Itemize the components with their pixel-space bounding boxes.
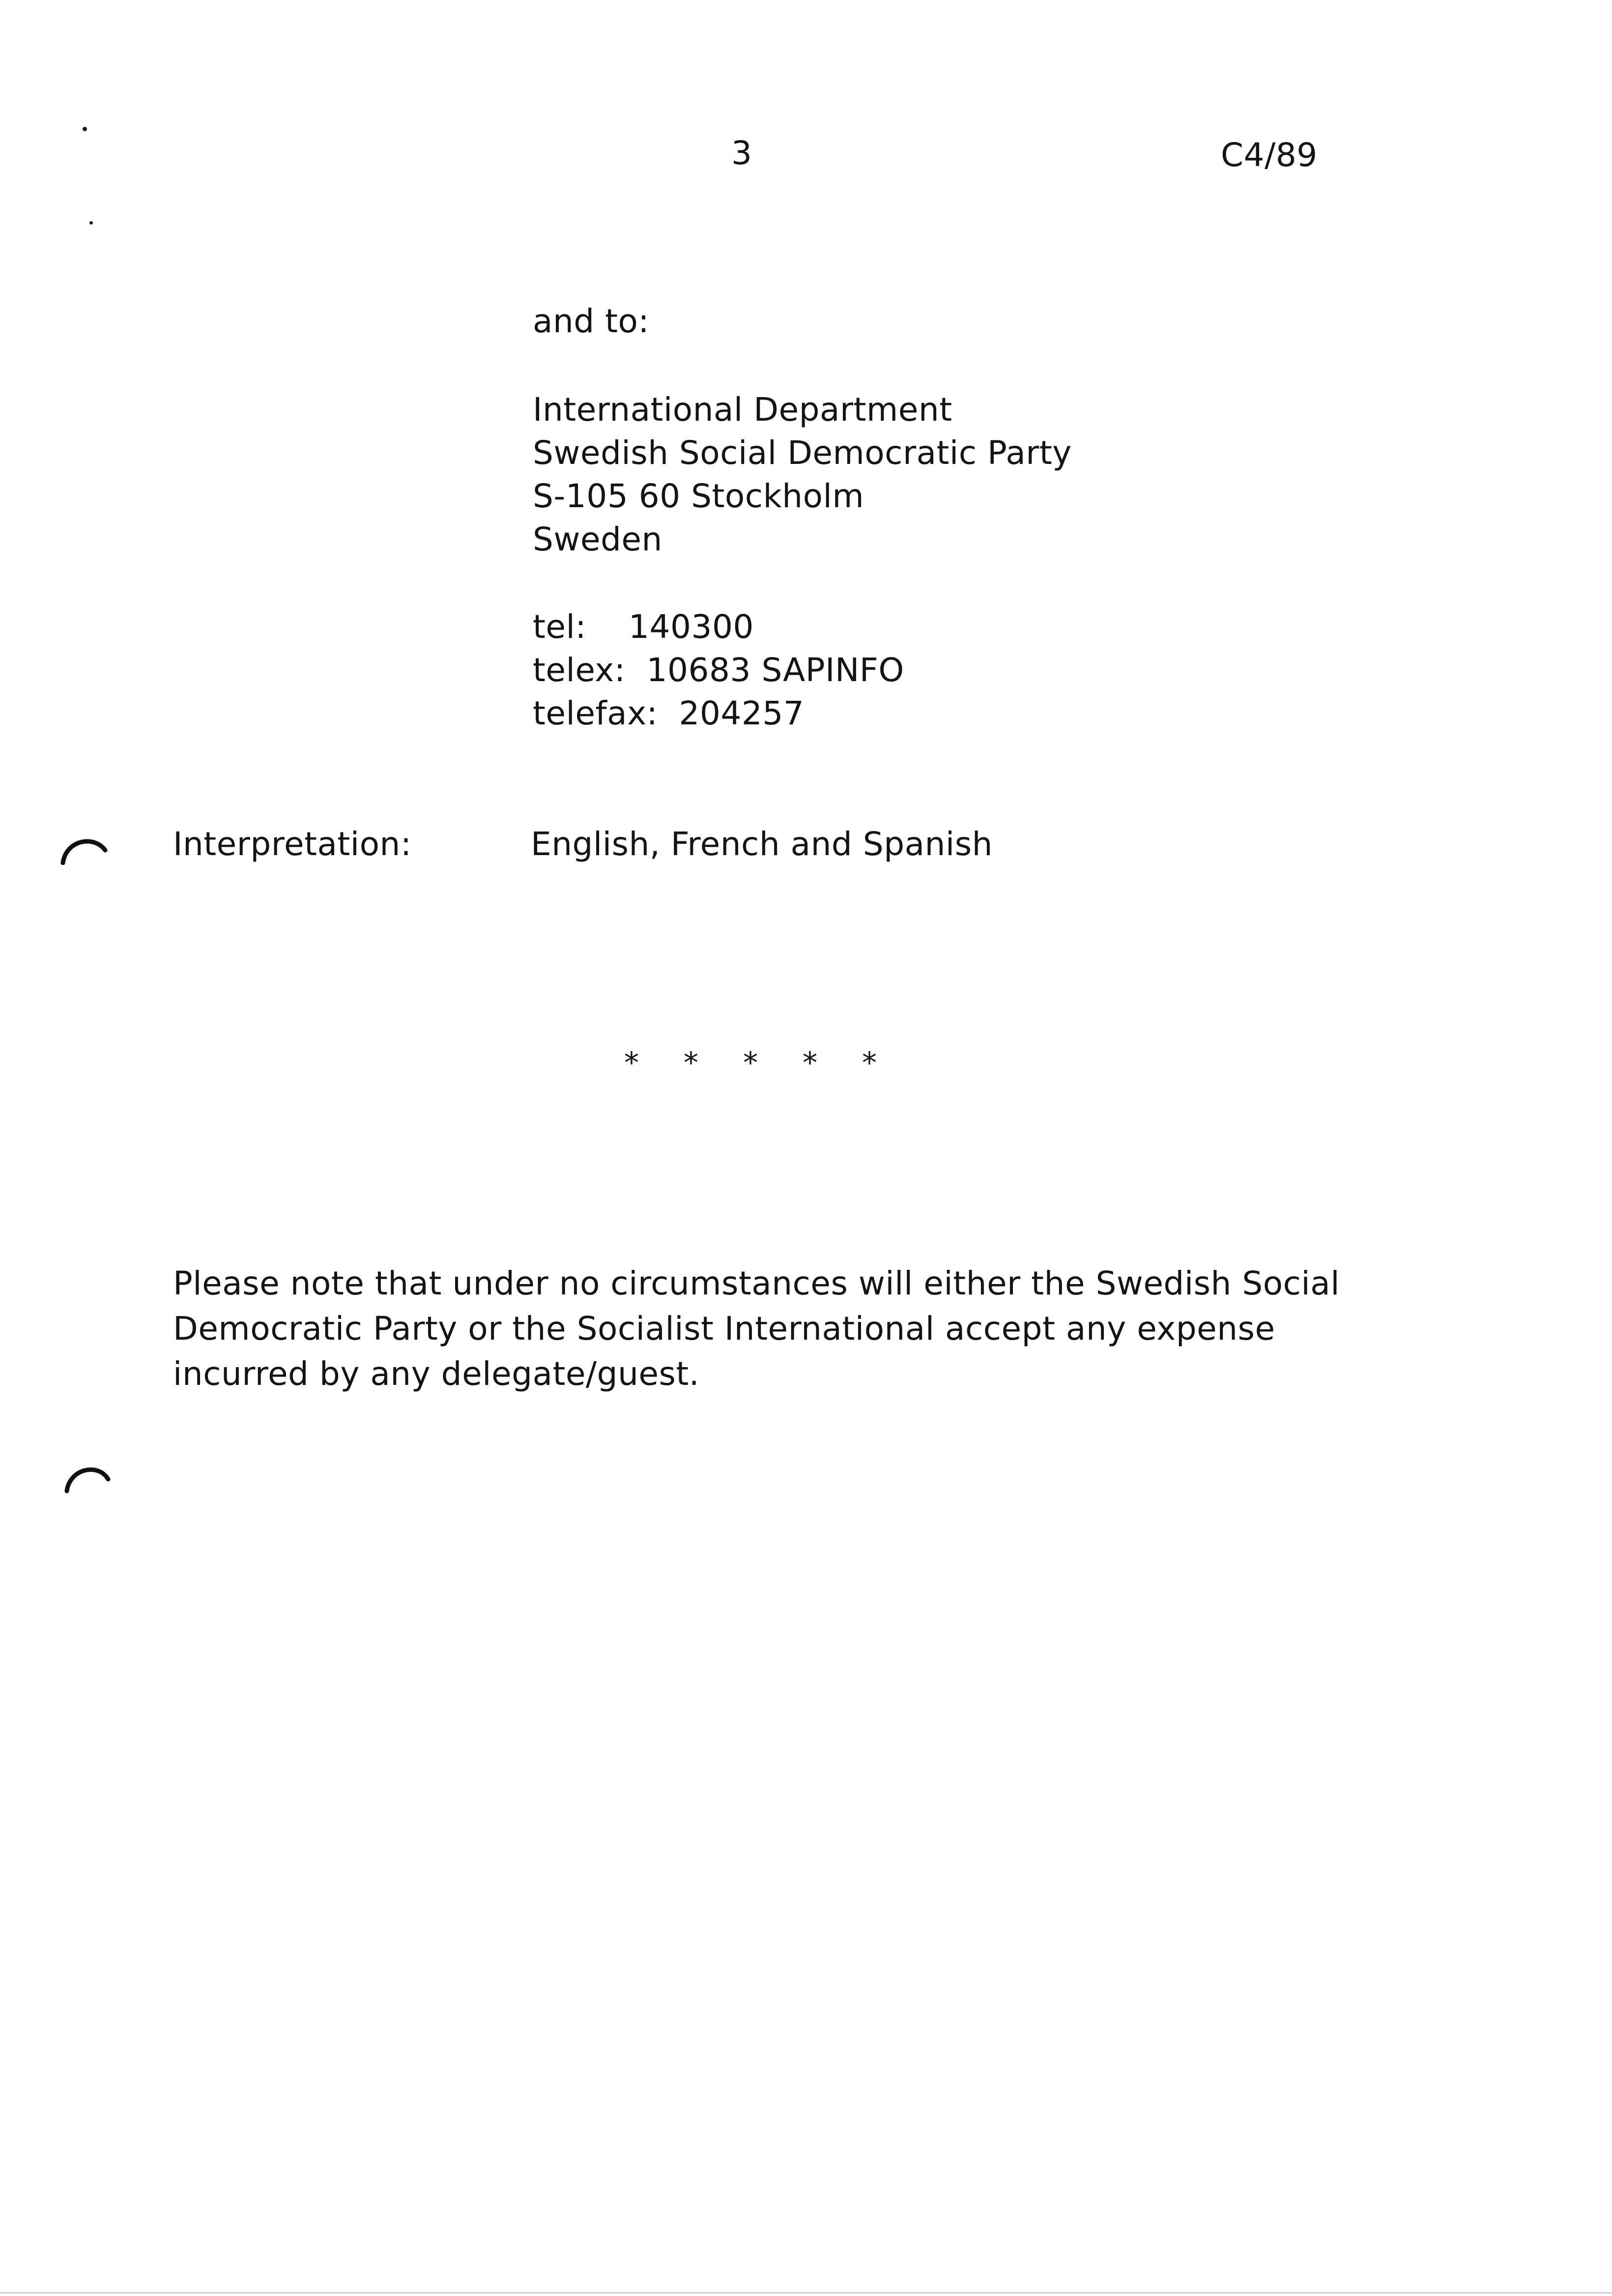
asterisk: * (743, 1046, 758, 1080)
asterisk-separator (624, 1046, 921, 1080)
interpretation-value: English, French and Spanish (531, 825, 993, 863)
scan-dot-1 (83, 127, 87, 131)
document-code: C4/89 (1221, 136, 1318, 174)
asterisk: * (684, 1046, 698, 1080)
page-number: 3 (731, 134, 752, 172)
punch-hole-mark-1 (59, 831, 108, 865)
note-line-3: incurred by any delegate/guest. (173, 1355, 700, 1393)
asterisk: * (862, 1046, 877, 1080)
interpretation-label: Interpretation: (173, 825, 412, 863)
contact-telefax: telefax: 204257 (533, 694, 805, 732)
contact-tel: tel: 140300 (533, 608, 754, 646)
scan-bottom-edge (0, 2292, 1612, 2294)
scan-dot-2 (89, 221, 93, 225)
asterisk: * (803, 1046, 817, 1080)
note-line-2: Democratic Party or the Socialist International accept any expense (173, 1310, 1275, 1348)
note-line-1: Please note that under no circumstances will either the Swedish Social (173, 1264, 1340, 1302)
address-intro: and to: (533, 302, 650, 340)
address-line-country: Sweden (533, 520, 662, 558)
contact-lines (533, 605, 904, 735)
asterisk: * (624, 1046, 639, 1080)
address-line-party: Swedish Social Democratic Party (533, 434, 1072, 472)
contact-telex: telex: 10683 SAPINFO (533, 651, 904, 689)
address-line-department: International Department (533, 391, 952, 429)
punch-hole-mark-2 (63, 1460, 112, 1494)
expense-note (173, 1261, 1340, 1397)
address-line-city: S-105 60 Stockholm (533, 477, 864, 515)
address-lines (533, 388, 1072, 561)
